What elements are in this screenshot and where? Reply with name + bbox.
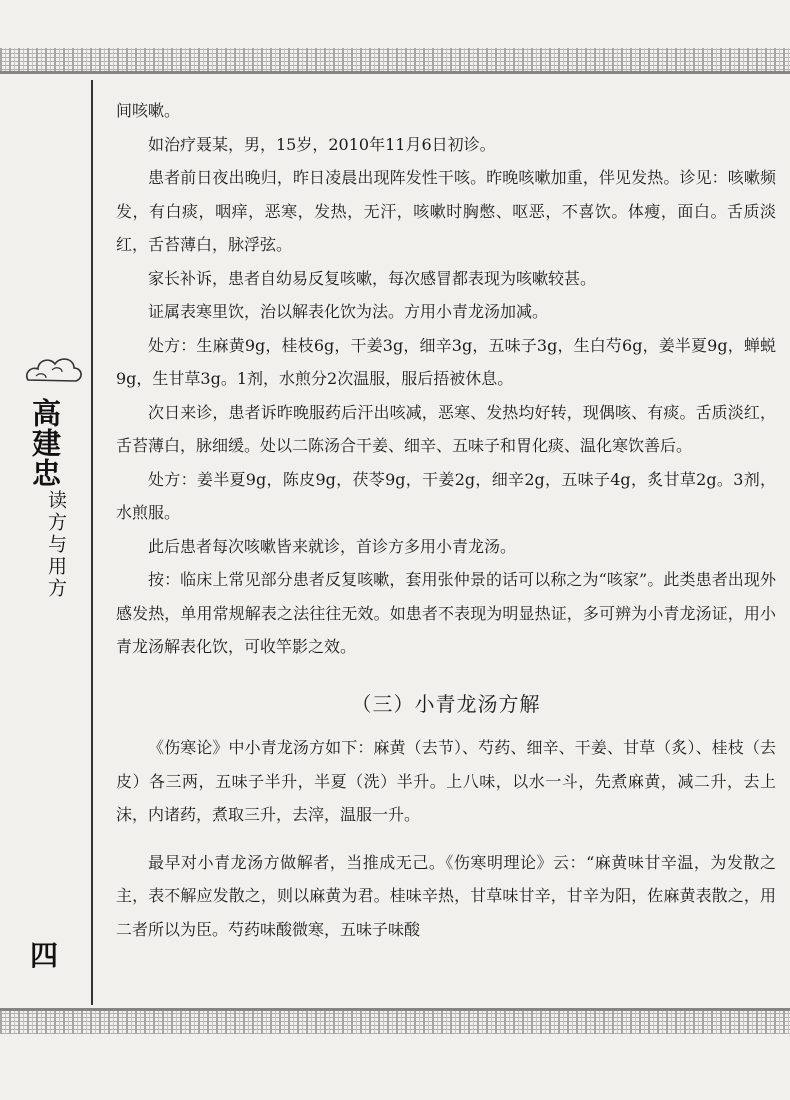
paragraph: 患者前日夜出晚归，昨日凌晨出现阵发性干咳。昨晚咳嗽加重，伴见发热。诊见：咳嗽频发，有白痰，咽痒，恶寒，发热，无汗，咳嗽时胸憋、呕恶，不喜饮。体瘦，面白。舌质淡红，舌苔薄白，脉浮弦。 [116,168,776,254]
paragraph: 证属表寒里饮，治以解表化饮为法。方用小青龙汤加减。 [148,302,549,321]
page-number: 四 [30,939,59,972]
sidebar-book-subtitle: 读方与用方 [45,490,67,600]
paragraph: 最早对小青龙汤方做解者，当推成无己。《伤寒明理论》云：“麻黄味甘辛温，为发散之主，表不解应发散之，则以麻黄为君。桂味辛热，甘草味甘辛，甘辛为阳，佐麻黄表散之，用二者所以为臣。芍药味酸微寒，五味子味酸 [116,852,776,939]
page-body [116,94,776,946]
paragraph: 如治疗聂某，男，15岁，2010年11月6日初诊。 [148,134,496,154]
paragraph: 间咳嗽。 [116,101,181,120]
paragraph: 按：临床上常见部分患者反复咳嗽，套用张仲景的话可以称之为“咳家”。此类患者出现外感发热，单用常规解表之法往往无效。如患者不表现为明显热证，多可辨为小青龙汤证，用小青龙汤解表化饮，可收竿影之效。 [116,570,776,656]
sidebar-divider [91,80,93,1005]
paragraph: 次日来诊，患者诉昨晚服药后汗出咳减，恶寒、发热均好转，现偶咳、有痰。舌质淡红，舌苔薄白，脉细缓。处以二陈汤合干姜、细辛、五味子和胃化痰、温化寒饮善后。 [116,402,776,455]
top-border-ornament [0,48,790,74]
paragraph: 此后患者每次咳嗽皆来就诊，首诊方多用小青龙汤。 [148,536,517,556]
paragraph-gap [116,832,776,846]
cloud-ornament-icon [22,352,84,390]
paragraph: 处方：姜半夏9g，陈皮9g，茯苓9g，干姜2g，细辛2g，五味子4g，炙甘草2g。3剂，水煎服。 [116,469,776,522]
sidebar-author-title: 高建忠 [28,398,62,488]
bottom-border-ornament [0,1008,790,1034]
paragraph: 《伤寒论》中小青龙汤方如下：麻黄（去节）、芍药、细辛、干姜、甘草（炙）、桂枝（去皮）各三两，五味子半升，半夏（洗）半升。上八味，以水一斗，先煮麻黄，减二升，去上沫，内诸药，煮取三升，去滓，温服一升。 [116,738,776,824]
paragraph: 处方：生麻黄9g，桂枝6g，干姜3g，细辛3g，五味子3g，生白芍6g，姜半夏9g，蝉蜕9g，生甘草3g。1剂，水煎分2次温服，服后捂被休息。 [116,335,776,388]
paragraph: 家长补诉，患者自幼易反复咳嗽，每次感冒都表现为咳嗽较甚。 [148,268,597,288]
section-heading: （三）小青龙汤方解 [351,691,541,716]
